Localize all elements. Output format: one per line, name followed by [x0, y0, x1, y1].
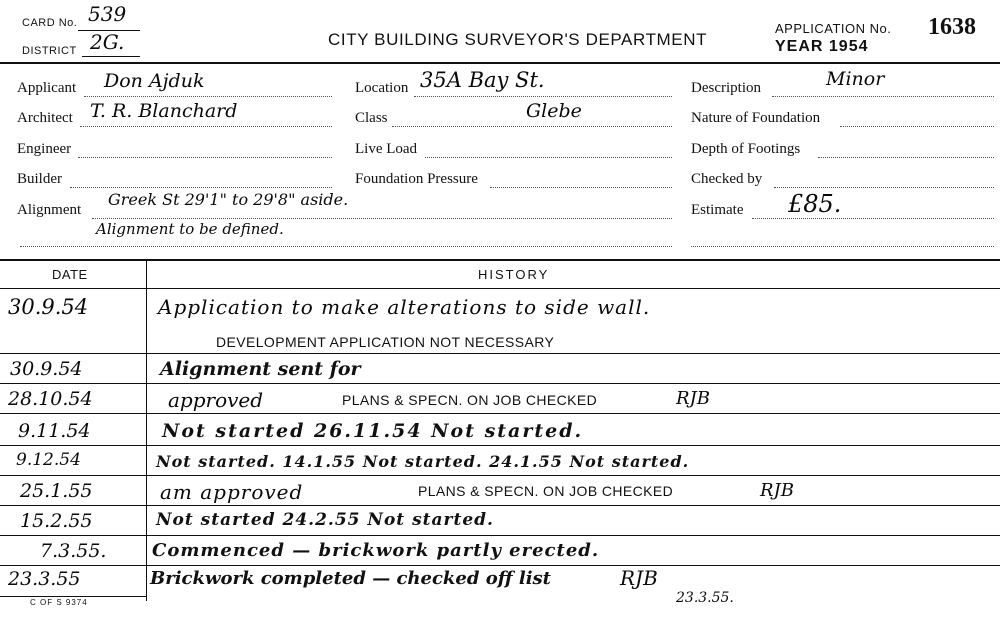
table-row [0, 388, 1000, 412]
estimate-label: Estimate [691, 202, 744, 218]
row-date: 23.3.55 [8, 568, 81, 590]
row-history-text: approved [168, 388, 264, 412]
applicant-value: Don Ajduk [104, 70, 205, 92]
row-history-text: Not started 24.2.55 Not started. [156, 510, 494, 530]
engineer-label: Engineer [17, 141, 72, 157]
row-initials-date: 23.3.55. [676, 590, 734, 606]
row-date: 9.11.54 [18, 420, 91, 442]
form-code: C OF S 9374 [30, 598, 88, 607]
row-date: 28.10.54 [8, 388, 93, 410]
table-row [0, 510, 1000, 534]
district-underline [82, 56, 140, 57]
row-stamp: PLANS & SPECN. ON JOB CHECKED [342, 392, 598, 408]
table-row [0, 420, 1000, 444]
application-number-label: APPLICATION No. [775, 21, 892, 36]
table-row [0, 540, 1000, 564]
description-label: Description [691, 80, 761, 96]
architect-label: Architect [17, 110, 73, 126]
history-header-divider [0, 288, 1000, 289]
class-label: Class [355, 110, 388, 126]
architect-value: T. R. Blanchard [90, 100, 238, 122]
description-value: Minor [826, 68, 885, 90]
row-history-text: Alignment sent for [160, 358, 361, 380]
alignment-value-line2: Alignment to be defined. [96, 220, 284, 238]
estimate-value: £85. [788, 190, 842, 218]
class-value: Glebe [526, 100, 582, 122]
row-history-text: Application to make alterations to side wall. [158, 295, 651, 319]
card-number-label: CARD No. [22, 17, 78, 29]
row-date: 15.2.55 [20, 510, 93, 532]
nature-of-foundation-label: Nature of Foundation [691, 110, 821, 126]
history-column-header: HISTORY [478, 267, 550, 282]
location-label: Location [355, 80, 409, 96]
row-initials: RJB [760, 480, 794, 501]
table-row [0, 295, 1000, 321]
alignment-value-line1: Greek St 29'1" to 29'8" aside. [108, 190, 349, 209]
application-number: 1638 [928, 14, 976, 40]
row-initials: RJB [676, 388, 710, 409]
row-history-text: Brickwork completed — checked off list [150, 568, 551, 589]
row-stamp: DEVELOPMENT APPLICATION NOT NECESSARY [216, 334, 555, 350]
foundation-pressure-label: Foundation Pressure [355, 171, 478, 187]
date-column-header: DATE [52, 267, 88, 282]
location-value: 35A Bay St. [420, 68, 545, 92]
history-top-divider [0, 259, 1000, 261]
checked-by-label: Checked by [691, 171, 763, 187]
depth-of-footings-label: Depth of Footings [691, 141, 801, 157]
row-date: 30.9.54 [8, 295, 89, 319]
row-date: 25.1.55 [20, 480, 93, 502]
table-row [0, 450, 1000, 474]
card-number: 539 [88, 2, 127, 26]
row-history-text: Commenced — brickwork partly erected. [152, 540, 600, 561]
builder-label: Builder [17, 171, 62, 187]
header-divider [0, 62, 1000, 64]
row-history-text: Not started 26.11.54 Not started. [162, 420, 584, 442]
row-date: 9.12.54 [16, 450, 81, 470]
table-row [0, 480, 1000, 504]
district-value: 2G. [90, 30, 125, 54]
department-title: CITY BUILDING SURVEYOR'S DEPARTMENT [328, 30, 708, 49]
district-label: DISTRICT [22, 45, 77, 57]
row-date: 30.9.54 [10, 358, 83, 380]
row-stamp: PLANS & SPECN. ON JOB CHECKED [418, 483, 674, 499]
table-row [0, 568, 1000, 608]
live-load-label: Live Load [355, 141, 418, 157]
row-history-text: Not started. 14.1.55 Not started. 24.1.55 Not started. [156, 452, 690, 471]
table-row [0, 358, 1000, 382]
row-initials: RJB [620, 566, 658, 590]
alignment-label: Alignment [17, 202, 82, 218]
table-row [0, 334, 1000, 354]
applicant-label: Applicant [17, 80, 77, 96]
application-year: YEAR 1954 [775, 38, 869, 55]
row-history-text: am approved [160, 480, 304, 504]
row-date: 7.3.55. [40, 540, 107, 562]
